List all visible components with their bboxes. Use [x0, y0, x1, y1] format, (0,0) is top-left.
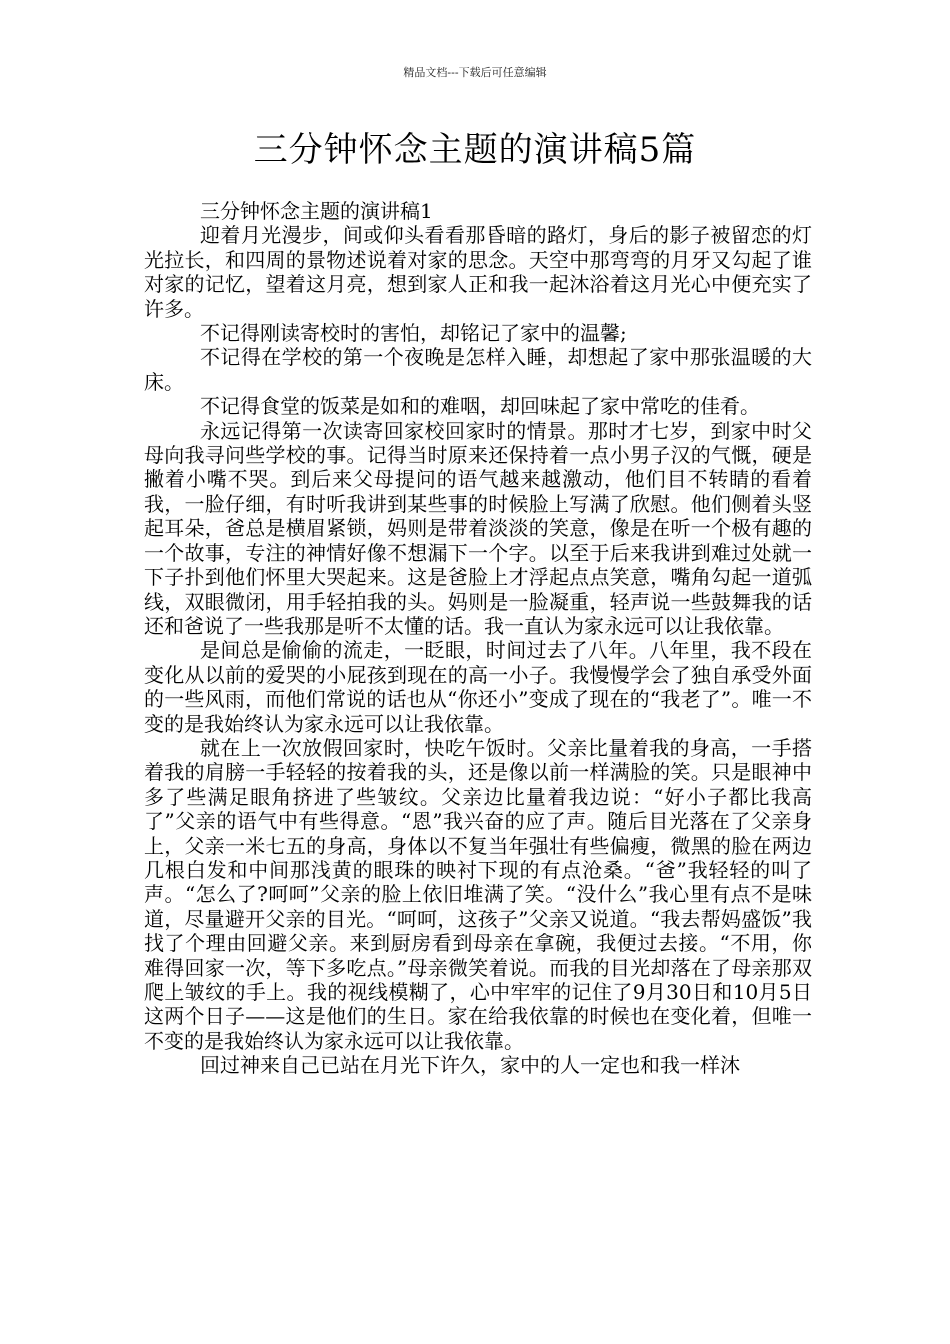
paragraph: 是间总是偷偷的流走，一眨眼，时间过去了八年。八年里，我不段在变化从以前的爱哭的小屁孩到现在的高一小子。我慢慢学会了独自承受外面的一些风雨，而他们常说的话也从“你还小”变成了现在的“我老了”。唯一不变的是我始终认为家永远可以让我依靠。 [144, 638, 812, 736]
document-subtitle: 三分钟怀念主题的演讲稿1 [200, 199, 433, 223]
document-body [144, 199, 812, 1078]
paragraph: 不记得食堂的饭菜是如和的难咽，却回味起了家中常吃的佳肴。 [200, 394, 760, 419]
paragraph: 就在上一次放假回家时，快吃午饭时。父亲比量着我的身高，一手搭着我的肩膀一手轻轻的按着我的头，还是像以前一样满脸的笑。只是眼神中多了些满足眼角挤进了些皱纹。父亲边比量着我边说：“好小子都比我高了”父亲的语气中有些得意。“恩”我兴奋的应了声。随后目光落在了父亲身上，父亲一米七五的身高，身体以不复当年强壮有些偏瘦，微黑的脸在两边几根白发和中间那浅黄的眼珠的映衬下现的有点沧桑。“爸”我轻轻的叫了声。“怎么了?呵呵”父亲的脸上依旧堆满了笑。“没什么”我心里有点不是味道，尽量避开父亲的目光。“呵呵，这孩子”父亲又说道。“我去帮妈盛饭”我找了个理由回避父亲。来到厨房看到母亲在拿碗，我便过去接。“不用，你难得回家一次，等下多吃点。”母亲微笑着说。而我的目光却落在了母亲那双爬上皱纹的手上。我的视线模糊了，心中牢牢的记住了9月30日和10月5日这两个日子——这是他们的生日。家在给我依靠的时候也在变化着，但唯一不变的是我始终认为家永远可以让我依靠。 [144, 735, 812, 1053]
paragraph: 回过神来自己已站在月光下许久，家中的人一定也和我一样沐 [200, 1053, 740, 1078]
paragraph: 不记得在学校的第一个夜晚是怎样入睡，却想起了家中那张温暖的大床。 [144, 345, 812, 394]
paragraph: 迎着月光漫步，间或仰头看看那昏暗的路灯，身后的影子被留恋的灯光拉长，和四周的景物述说着对家的思念。天空中那弯弯的月牙又勾起了谁对家的记忆，望着这月亮，想到家人正和我一起沐浴着这月光心中便充实了许多。 [144, 223, 812, 321]
document-title: 三分钟怀念主题的演讲稿5篇 [253, 130, 697, 170]
paragraph: 永远记得第一次读寄回家校回家时的情景。那时才七岁，到家中时父母向我寻问些学校的事。记得当时原来还保持着一点小男子汉的气慨，硬是撇着小嘴不哭。到后来父母提问的语气越来越激动，他们目不转睛的看着我，一脸仔细，有时听我讲到某些事的时候脸上写满了欣慰。他们侧着头竖起耳朵，爸总是横眉紧锁，妈则是带着淡淡的笑意，像是在听一个极有趣的一个故事，专注的神情好像不想漏下一个字。以至于后来我讲到难过处就一下子扑到他们怀里大哭起来。这是爸脸上才浮起点点笑意，嘴角勾起一道弧线，双眼微闭，用手轻拍我的头。妈则是一脸凝重，轻声说一些鼓舞我的话还和爸说了一些我那是听不太懂的话。我一直认为家永远可以让我依靠。 [144, 418, 812, 638]
paragraph: 不记得刚读寄校时的害怕，却铭记了家中的温馨; [200, 321, 627, 346]
page-header: 精品文档---下载后可任意编辑 [403, 66, 547, 79]
